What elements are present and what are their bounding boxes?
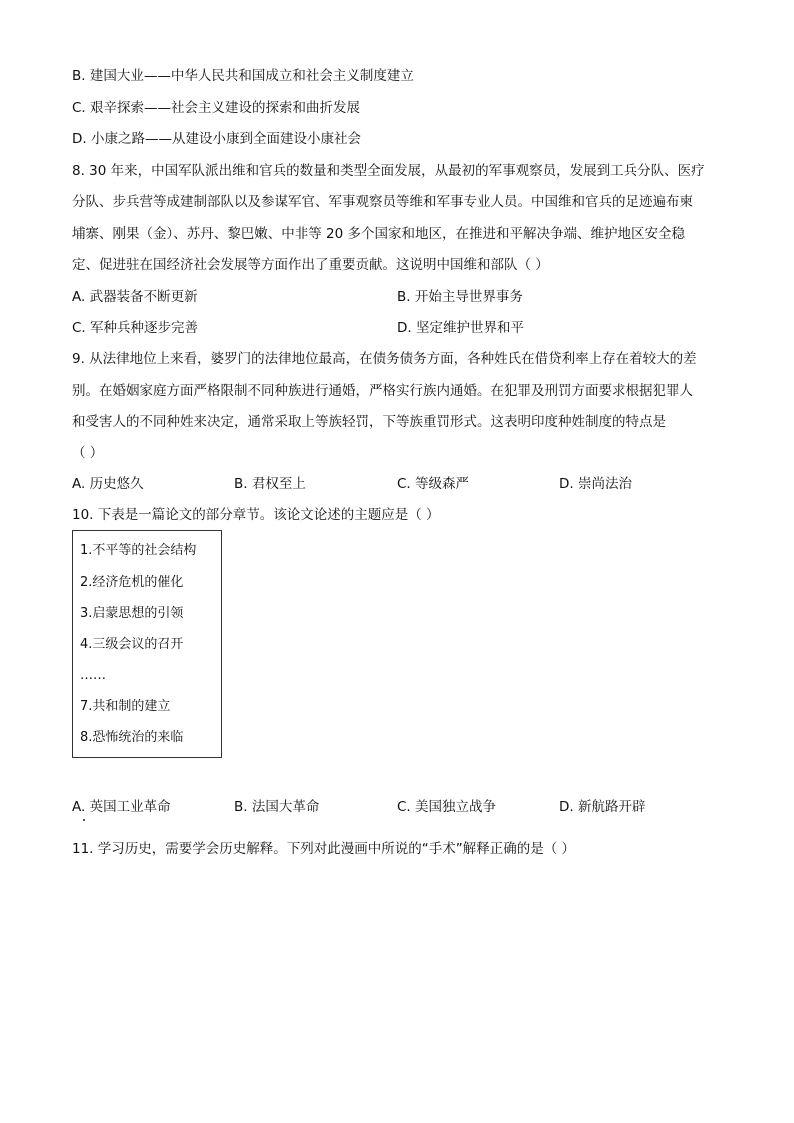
- stray-dot: [83, 819, 85, 821]
- q8-option-b: B. 开始主导世界事务: [397, 289, 523, 305]
- q9-stem-line-4: （ ）: [72, 445, 104, 461]
- q10-stem: 10. 下表是一篇论文的部分章节。该论文论述的主题应是（ ）: [72, 507, 440, 523]
- chapter-item-ellipsis: ……: [80, 668, 106, 683]
- q10-option-b: B. 法国大革命: [234, 799, 320, 815]
- q8-option-a: A. 武器装备不断更新: [72, 289, 198, 305]
- chapter-item-1: 1.不平等的社会结构: [80, 543, 197, 558]
- chapter-item-2: 2.经济危机的催化: [80, 575, 184, 590]
- q8-option-c: C. 军种兵种逐步完善: [72, 320, 199, 336]
- chapter-item-8: 8.恐怖统治的来临: [80, 730, 184, 745]
- chapter-item-3: 3.启蒙思想的引领: [80, 606, 184, 621]
- q8-stem-line-2: 分队、步兵营等成建制部队以及参谋军官、军事观察员等维和军事专业人员。中国维和官兵的足迹遍布柬: [72, 194, 693, 210]
- q9-stem-line-3: 和受害人的不同种姓来决定，通常采取上等族轻罚，下等族重罚形式。这表明印度种姓制度的特点是: [72, 414, 666, 430]
- chapter-item-7: 7.共和制的建立: [80, 699, 171, 714]
- q8-stem-line-1: 8. 30 年来，中国军队派出维和官兵的数量和类型全面发展，从最初的军事观察员，发展到工兵分队、医疗: [72, 163, 705, 179]
- q8-stem-line-3: 埔寨、刚果（金）、苏丹、黎巴嫩、中非等 20 多个国家和地区，在推进和平解决争端、维护地区安全稳: [72, 226, 686, 242]
- q9-stem-line-2: 别。在婚姻家庭方面严格限制不同种族进行通婚，严格实行族内通婚。在犯罪及刑罚方面要求根据犯罪人: [72, 383, 693, 399]
- q7-option-c: C. 艰辛探索——社会主义建设的探索和曲折发展: [72, 100, 361, 116]
- q8-option-d: D. 坚定维护世界和平: [397, 320, 524, 336]
- q7-option-d: D. 小康之路——从建设小康到全面建设小康社会: [72, 131, 361, 147]
- q10-option-d: D. 新航路开辟: [559, 799, 646, 815]
- q9-option-a: A. 历史悠久: [72, 476, 144, 492]
- q10-option-a: A. 英国工业革命: [72, 799, 171, 815]
- q9-option-c: C. 等级森严: [397, 476, 470, 492]
- q10-option-c: C. 美国独立战争: [397, 799, 497, 815]
- q9-option-d: D. 崇尚法治: [559, 476, 632, 492]
- q7-option-b: B. 建国大业——中华人民共和国成立和社会主义制度建立: [72, 68, 414, 84]
- q9-stem-line-1: 9. 从法律地位上来看，婆罗门的法律地位最高，在债务债务方面，各种姓氏在借贷利率上存在着较大的差: [72, 351, 697, 367]
- q11-stem: 11. 学习历史，需要学会历史解释。下列对此漫画中所说的“手术”解释正确的是（ ）: [72, 841, 576, 857]
- chapter-item-4: 4.三级会议的召开: [80, 637, 184, 652]
- q8-stem-line-4: 定、促进驻在国经济社会发展等方面作出了重要贡献。这说明中国维和部队（ ）: [72, 257, 549, 273]
- chapter-table: [72, 530, 222, 758]
- q9-option-b: B. 君权至上: [234, 476, 306, 492]
